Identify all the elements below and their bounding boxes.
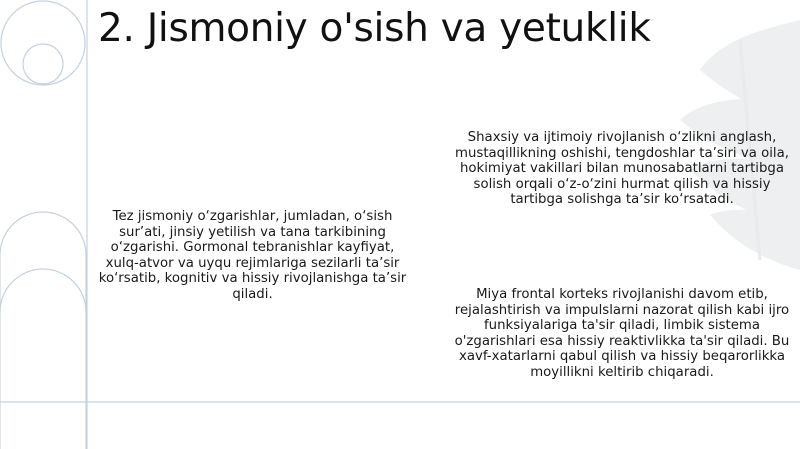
arch-outline-lower xyxy=(0,269,86,312)
paragraph-physical-changes: Tez jismoniy o‘zgarishlar, jumladan, o‘sish sur’ati, jinsiy yetilish va tana tarkibining o‘zgarishi. Gormonal tebranishlar kayfiyat, xulq-atvor va uyqu rejimlariga sezilarli ta’sir ko‘rsatib, kognitiv va hissiy rivojlanishga ta’sir qiladi. xyxy=(98,209,407,302)
large-circle-outline xyxy=(1,1,85,85)
slide-title: 2. Jismoniy o'sish va yetuklik xyxy=(98,6,651,51)
paragraph-brain-development: Miya frontal korteks rivojlanishi davom etib, rejalashtirish va impulslarni nazorat qilish kabi ijro funksiyalariga ta'sir qiladi, limbik sistema o'zgarishlari esa hissiy reaktivlikka ta'sir qiladi. Bu xavf-xatarlarni qabul qilish va hissiy beqarorlikka moyillikni keltirib chiqaradi. xyxy=(454,287,790,380)
small-circle-outline xyxy=(23,44,63,84)
paragraph-social-development: Shaxsiy va ijtimoiy rivojlanish o‘zlikni anglash, mustaqillikning oshishi, tengdoshlar ta’siri va oila, hokimiyat vakillari bilan munosabatlarni tartibga solish orqali o‘z-o‘zini hurmat qilish va hissiy tartibga solishga ta’sir ko‘rsatadi. xyxy=(455,130,789,208)
arch-outline-upper xyxy=(0,212,86,449)
